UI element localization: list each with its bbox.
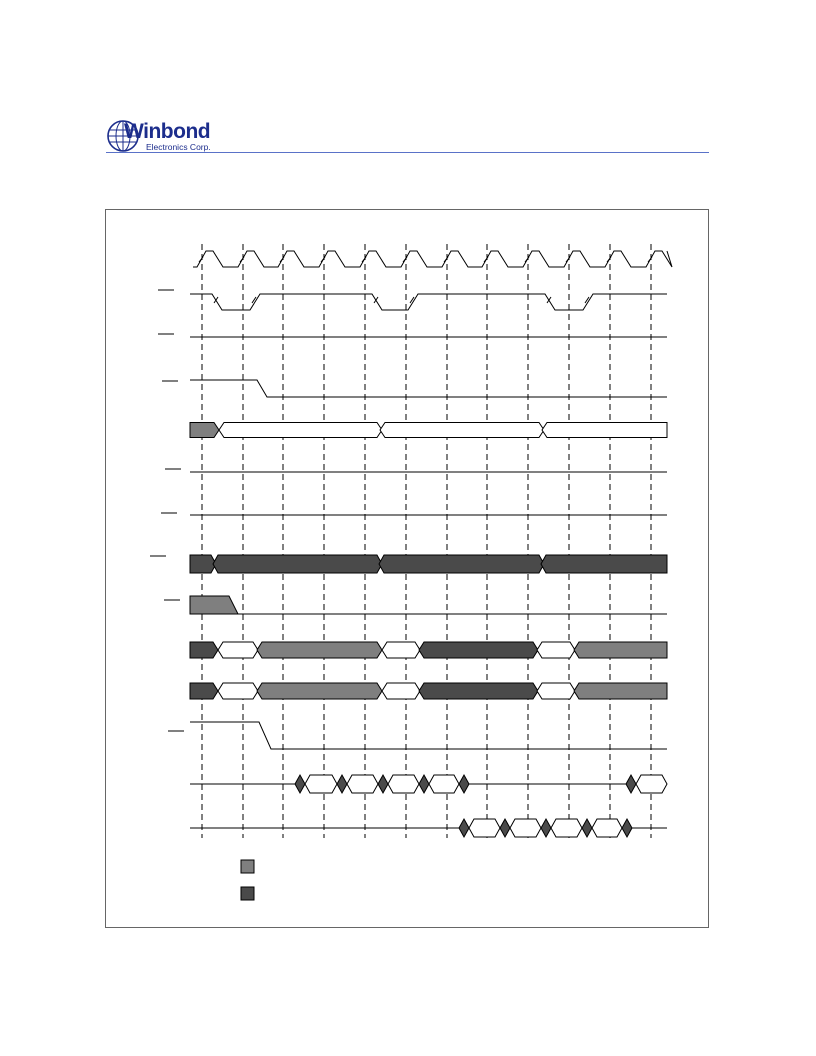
legend-swatch-light [241,860,254,873]
legend-swatch-dark [241,887,254,900]
bus-row-1-segment-3 [542,423,667,438]
bus-row-4-segment-6 [574,683,667,699]
strobe-row-1-cell-1 [347,775,378,793]
strobe-row-2-cell-1 [510,819,541,837]
strobe-row-2-diamond-4 [622,819,632,837]
strobe-row-1-cell-2 [388,775,419,793]
strobe-row-1-diamond-4 [459,775,469,793]
strobe-row-2-diamond-0 [459,819,469,837]
strobe-row-1-diamond-tail [626,775,636,793]
bus-row-1-segment-1 [219,423,382,438]
clock-trace [193,251,672,267]
bus-row-2-segment-2 [379,555,544,573]
strobe-row-1-cell-3 [429,775,459,793]
bus-row-3-segment-4 [419,642,538,658]
bus-row-3-segment-2 [257,642,382,658]
strobe-row-1-diamond-1 [337,775,347,793]
bus-row-4-segment-2 [257,683,382,699]
bus-row-1-segment-0 [190,423,219,438]
bus-row-4-segment-3 [382,683,420,699]
bus-row-3-segment-6 [574,642,667,658]
falling-signal-2 [190,722,667,749]
bus-row-3-segment-5 [537,642,575,658]
signal-traces [150,251,672,837]
logo-subtitle: Electronics Corp. [146,142,211,152]
strobe-row-2-cell-3 [592,819,622,837]
strobe-trace [190,294,667,310]
bus-row-3-segment-0 [190,642,218,658]
strobe-row-1-diamond-3 [419,775,429,793]
bus-row-4-segment-5 [537,683,575,699]
bus-row-4-segment-4 [419,683,538,699]
logo-wordmark: Winbond [124,120,211,143]
legend [241,860,254,900]
strobe-row-2-diamond-1 [500,819,510,837]
bus-row-2-segment-3 [541,555,667,573]
falling-signal-1 [190,380,667,397]
strobe-row-2-diamond-2 [541,819,551,837]
bus-row-3-segment-1 [218,642,258,658]
strobe-row-2-cell-2 [551,819,582,837]
bus-row-2-segment-0 [190,555,216,573]
bus-row-2-segment-1 [213,555,382,573]
strobe-row-1-cell-tail [636,775,667,793]
bus-row-4-segment-1 [218,683,258,699]
strobe-row-2-diamond-3 [582,819,592,837]
bus-row-3-segment-3 [382,642,420,658]
bus-row-1-segment-2 [380,423,544,438]
strobe-row-2-cell-0 [469,819,500,837]
bus-row-4-segment-0 [190,683,218,699]
strobe-row-1-diamond-2 [378,775,388,793]
shaded-ramp [190,596,238,614]
strobe-row-1-cell-0 [305,775,337,793]
strobe-row-1-diamond-0 [295,775,305,793]
